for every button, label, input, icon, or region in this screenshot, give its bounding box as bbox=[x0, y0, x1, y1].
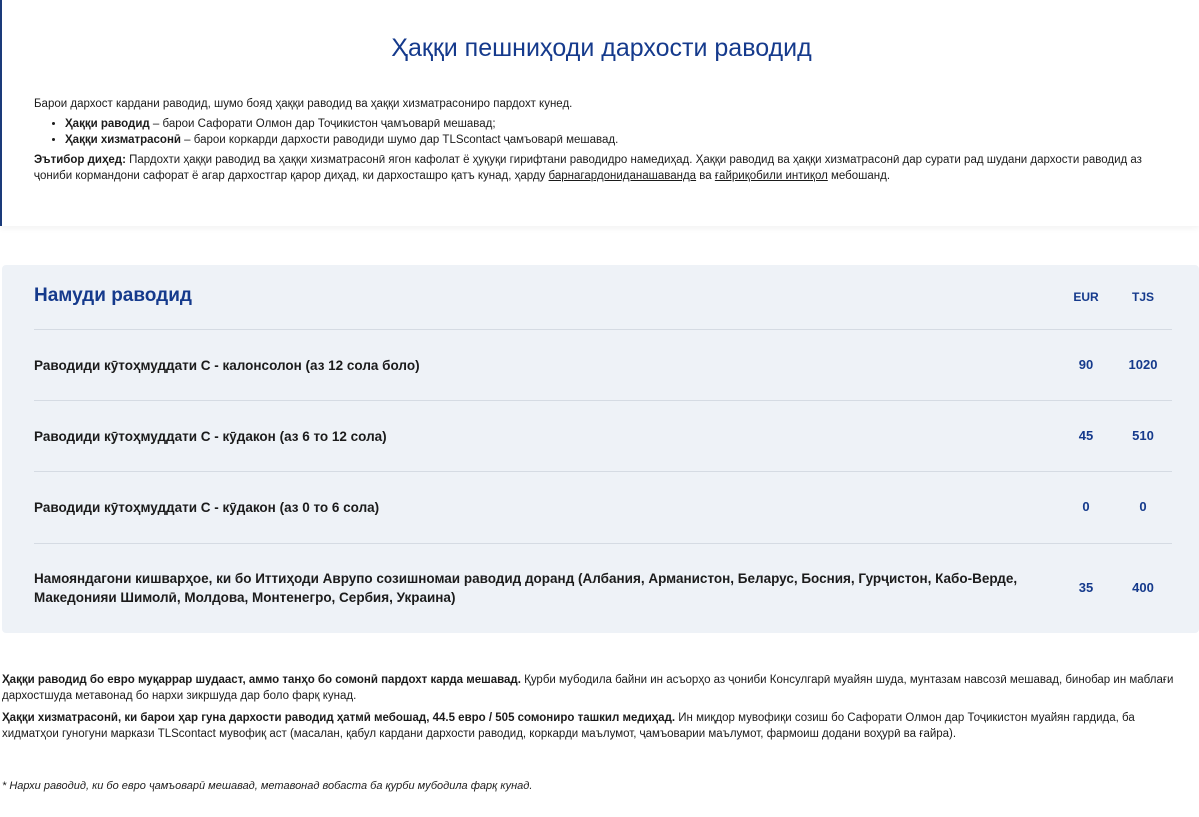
row-label: Намояндагони кишварҳое, ки бо Иттиҳоди Аврупо созишномаи раводид доранд (Албания, Арманистон, Беларус, Босния, Гурҷистон, Кабо-Верде, Македонияи Шимолӣ, Молдова, Монтенегро, Сербия, Украина) bbox=[34, 571, 1018, 605]
fees-list bbox=[34, 116, 1174, 148]
list-item-service-fee bbox=[65, 132, 1174, 148]
fees-footer bbox=[2, 672, 1182, 748]
row-label: Раводиди кӯтоҳмуддати C - кӯдакон (аз 6 то 12 сола) bbox=[34, 429, 387, 444]
row-eur: 0 bbox=[1082, 499, 1090, 514]
row-label: Раводиди кӯтоҳмуддати C - калонсолон (аз 12 сола боло) bbox=[34, 358, 420, 373]
table-header-tjs: TJS bbox=[1131, 290, 1154, 304]
non-refundable-link[interactable]: барнагардониданашаванда bbox=[548, 170, 697, 182]
row-eur: 90 bbox=[1078, 357, 1094, 372]
fees-intro bbox=[34, 96, 1174, 184]
service-fee-note bbox=[2, 710, 1182, 742]
non-transferable-link[interactable]: ғайриқобили интиқол bbox=[714, 170, 828, 182]
attention-text-conj: ва bbox=[696, 170, 715, 182]
footnote: * Нархи раводид, ки бо евро ҷамъоварӣ мешавад, метавонад вобаста ба қурби мубодила фарқ кунад. bbox=[2, 780, 533, 792]
visa-fee-currency-note bbox=[2, 672, 1182, 704]
page-title: Ҳаққи пешниҳоди дархости раводид bbox=[391, 34, 812, 62]
table-row bbox=[34, 400, 1172, 472]
service-fee-desc: – барои коркарди дархости раводиди шумо дар TLScontact ҷамъоварӣ мешавад. bbox=[180, 134, 619, 146]
list-item-visa-fee bbox=[65, 116, 1174, 132]
attention-note bbox=[34, 152, 1174, 184]
row-label: Раводиди кӯтоҳмуддати C - кӯдакон (аз 0 то 6 сола) bbox=[34, 500, 380, 515]
attention-text-end: мебошанд. bbox=[827, 170, 891, 182]
visa-fee-desc: – барои Сафорати Олмон дар Тоҷикистон ҷамъоварӣ мешавад; bbox=[149, 118, 496, 130]
service-note-bold: Ҳаққи хизматрасонӣ, ки барои ҳар гуна дархости раводид ҳатмӣ мебошад, 44.5 евро / 505 сомониро ташкил медиҳад. bbox=[2, 712, 676, 724]
visa-fees-table bbox=[2, 265, 1199, 633]
service-fee-term: Ҳаққи хизматрасонӣ bbox=[65, 134, 181, 146]
table-header-visa-type: Намуди раводид bbox=[34, 285, 192, 306]
row-tjs: 0 bbox=[1139, 499, 1147, 514]
intro-lead: Барои дархост кардани раводид, шумо бояд ҳаққи раводид ва ҳаққи хизматрасониро пардохт кунед. bbox=[34, 98, 573, 110]
attention-text: Пардохти ҳаққи раводид ва ҳаққи хизматрасонӣ ягон кафолат ё ҳуқуқи гирифтани раводидро намедиҳад. Ҳаққи раводид ва ҳаққи хизматрасонӣ дар сурати рад шудани дархости раводид аз ҷониби кормандони сафорат ё агар дархостгар қарор диҳад, ки дархосташро қатъ кунад, ҳарду bbox=[34, 154, 1142, 182]
table-row bbox=[34, 471, 1172, 544]
table-header-eur: EUR bbox=[1073, 290, 1099, 304]
attention-label: Эътибор диҳед: bbox=[34, 154, 126, 166]
row-tjs: 1020 bbox=[1128, 357, 1158, 372]
currency-note-text: Қурби мубодила байни ин асъорҳо аз ҷониби Консулгарӣ муайян шуда, мунтазам навсозӣ мешавад, бинобар ин маблағи дархостшуда метавонад бо нархи зикршуда дар боло фарқ кунад. bbox=[2, 674, 1174, 702]
row-eur: 45 bbox=[1078, 428, 1094, 443]
table-row bbox=[34, 543, 1172, 634]
currency-note-bold: Ҳаққи раводид бо евро муқаррар шудааст, аммо танҳо бо сомонӣ пардохт карда мешавад. bbox=[2, 674, 521, 686]
table-row bbox=[34, 329, 1172, 401]
row-tjs: 510 bbox=[1132, 428, 1154, 443]
service-note-text: Ин миқдор мувофиқи созиш бо Сафорати Олмон дар Тоҷикистон муайян гардида, ба хидматҳои гуногуни маркази TLScontact мувофиқ аст (масалан, қабул кардани дархости раводид, коркарди маълумот, ҷамъоварии маълумот, фармоиш додани воҳурӣ ва ғайра). bbox=[2, 712, 1135, 740]
visa-fee-term: Ҳаққи раводид bbox=[65, 118, 150, 130]
fees-info-card bbox=[0, 0, 1199, 226]
row-eur: 35 bbox=[1078, 580, 1094, 595]
row-tjs: 400 bbox=[1132, 580, 1154, 595]
